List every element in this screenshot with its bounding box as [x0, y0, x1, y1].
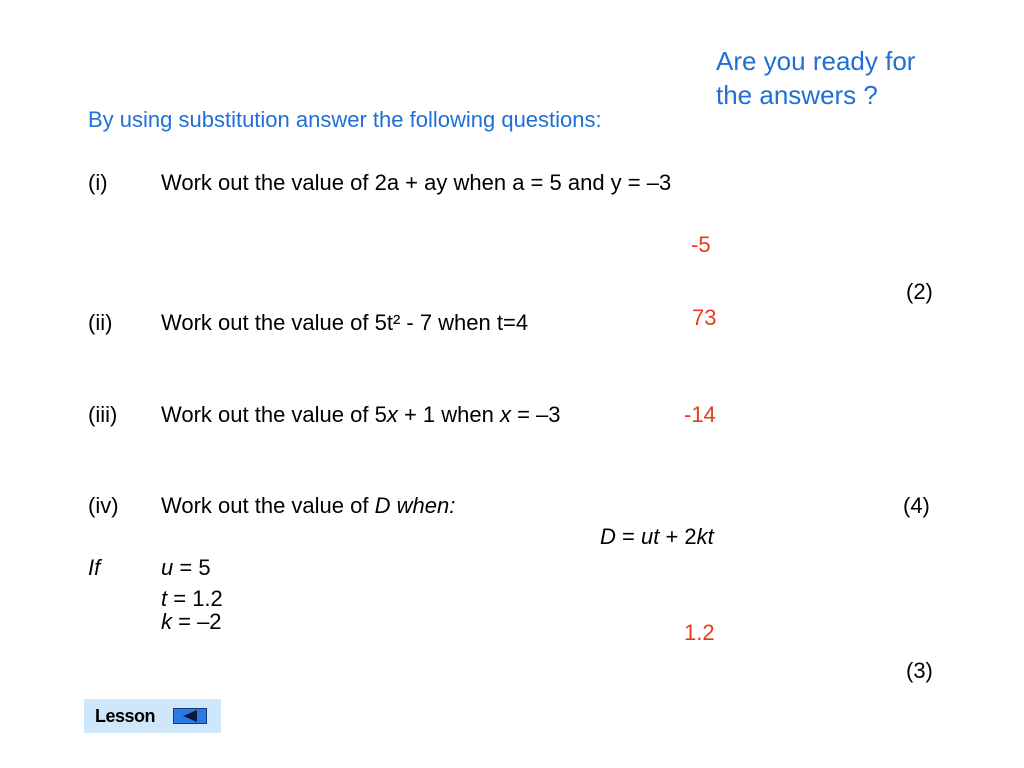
- answer-2: 73: [692, 305, 717, 330]
- question-text-4: Work out the value of D when:: [161, 493, 456, 518]
- answer-3: -14: [684, 402, 716, 427]
- question-number-3: (iii): [88, 402, 118, 427]
- if-label: If: [88, 555, 101, 580]
- answers-prompt-line2: the answers ?: [716, 80, 878, 110]
- question-text-1: Work out the value of 2a + ay when a = 5 and y = –3: [161, 170, 672, 195]
- answer-4: 1.2: [684, 620, 715, 645]
- instruction-heading: By using substitution answer the following questions:: [88, 107, 602, 132]
- question-number-4: (iv): [88, 493, 119, 518]
- marks-4-top: (4): [903, 493, 930, 518]
- condition-u: u = 5: [161, 555, 211, 580]
- condition-k: k = –2: [161, 609, 222, 634]
- answer-1: -5: [691, 232, 711, 257]
- marks-1: (2): [906, 279, 933, 304]
- question-number-1: (i): [88, 170, 108, 195]
- answers-prompt-line1: Are you ready for: [716, 46, 916, 76]
- question-text-3: Work out the value of 5x + 1 when x = –3: [161, 402, 561, 427]
- answers-prompt: [716, 44, 976, 112]
- lesson-button[interactable]: [84, 699, 221, 733]
- lesson-button-label: Lesson: [95, 705, 156, 726]
- question-number-2: (ii): [88, 310, 113, 335]
- question-text-2: Work out the value of 5t² - 7 when t=4: [161, 310, 529, 335]
- back-arrow-icon[interactable]: [173, 708, 207, 724]
- marks-4: (3): [906, 658, 933, 683]
- formula: D = ut + 2kt: [600, 524, 714, 549]
- condition-t: t = 1.2: [161, 586, 223, 611]
